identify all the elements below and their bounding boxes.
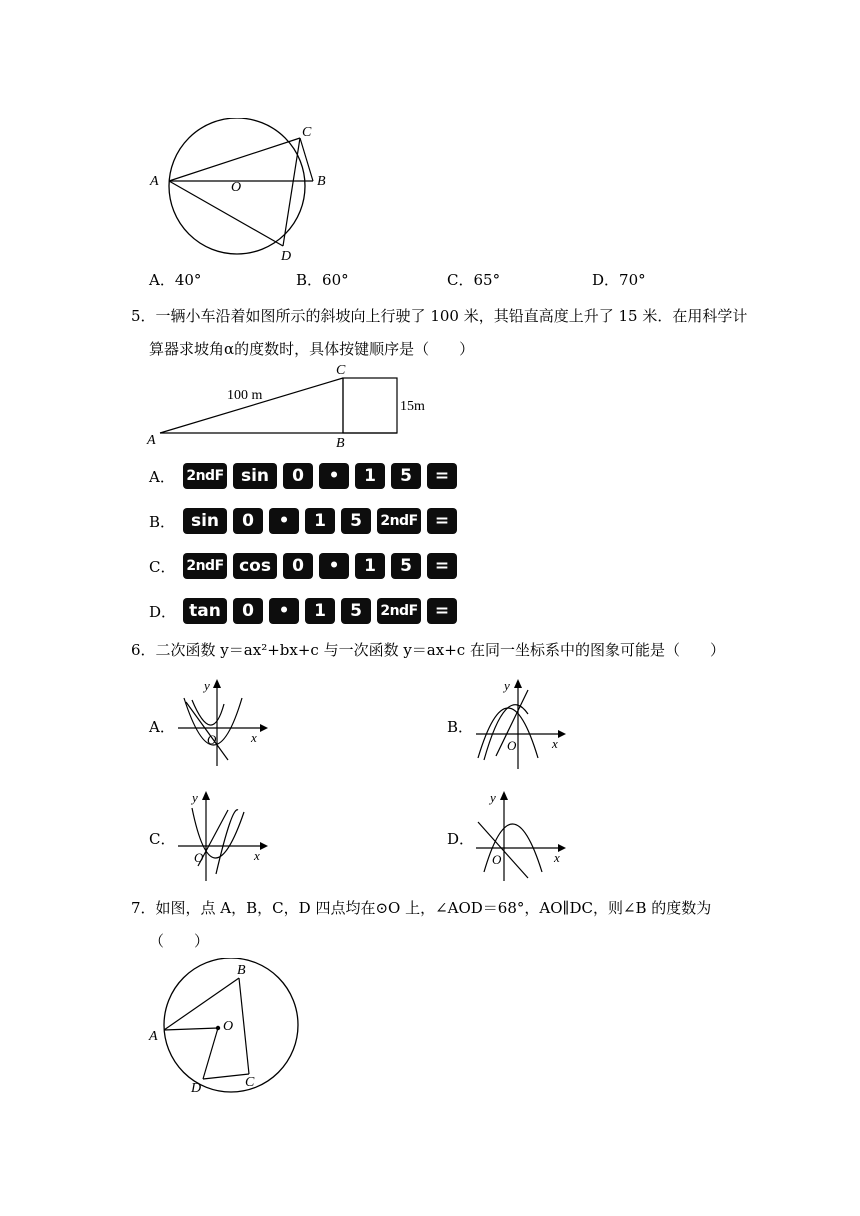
q5-stem-line2: 算器求坡角α的度数时，具体按键顺序是（ ）	[149, 340, 475, 358]
q6-option-b-label: B．	[447, 718, 474, 736]
key-1: 1	[305, 598, 335, 624]
q6-option-d-label: D．	[447, 830, 475, 848]
q4-circle-figure	[145, 118, 345, 266]
key-5: 5	[391, 553, 421, 579]
svg-text:x: x	[251, 730, 257, 745]
svg-text:O: O	[507, 738, 517, 753]
q6-graph-c	[172, 786, 272, 886]
key-sin: sin	[183, 508, 227, 534]
q5-label-hyp: 100 m	[227, 388, 263, 403]
q6-stem: 6．二次函数 y＝ax²+bx+c 与一次函数 y＝ax+c 在同一坐标系中的图象可能是（ ）	[131, 641, 725, 659]
q5-label-c: C	[336, 363, 346, 378]
q4-label-d: D	[281, 249, 292, 264]
q5-stem-line1: 5．一辆小车沿着如图所示的斜坡向上行驶了 100 米，其铅直高度上升了 15 米．在用科学计	[131, 307, 748, 325]
q7-label-d: D	[191, 1081, 202, 1096]
q7-label-b: B	[237, 963, 246, 978]
key-sin: sin	[233, 463, 277, 489]
q5-label-b: B	[336, 436, 345, 451]
key-0: 0	[283, 463, 313, 489]
key-1: 1	[355, 463, 385, 489]
svg-text:y: y	[504, 678, 510, 693]
q4-option-a: A．40°	[149, 271, 202, 289]
q4-option-d: D．70°	[592, 271, 646, 289]
q6-option-c-label: C．	[149, 830, 176, 848]
key-dot: •	[319, 553, 349, 579]
svg-text:y: y	[204, 678, 210, 693]
q7-circle-figure	[145, 958, 305, 1098]
key-5: 5	[341, 508, 371, 534]
key-equals: =	[427, 553, 457, 579]
q5-option-c: C． 2ndF cos 0 • 1 5 =	[149, 553, 463, 579]
q7-label-o: O	[223, 1019, 234, 1034]
q4-option-c: C．65°	[447, 271, 501, 289]
q7-label-a: A	[149, 1029, 158, 1044]
svg-text:O: O	[207, 732, 217, 747]
q5-option-d: D． tan 0 • 1 5 2ndF =	[149, 598, 463, 624]
key-0: 0	[233, 508, 263, 534]
q4-option-b: B．60°	[296, 271, 349, 289]
svg-text:O: O	[492, 852, 502, 867]
key-dot: •	[319, 463, 349, 489]
q6-graph-b	[470, 674, 570, 774]
q5-slope-figure	[145, 360, 435, 452]
q5-label-height: 15m	[400, 399, 425, 414]
q5-option-a: A． 2ndF sin 0 • 1 5 =	[149, 463, 463, 489]
key-equals: =	[427, 598, 457, 624]
svg-text:y: y	[192, 790, 198, 805]
q6-graph-a	[172, 674, 272, 774]
svg-text:x: x	[554, 850, 560, 865]
svg-text:x: x	[552, 736, 558, 751]
key-2ndf: 2ndF	[377, 508, 421, 534]
svg-text:y: y	[490, 790, 496, 805]
key-5: 5	[391, 463, 421, 489]
key-0: 0	[283, 553, 313, 579]
svg-text:O: O	[194, 850, 204, 865]
key-5: 5	[341, 598, 371, 624]
q7-stem-line1: 7．如图，点 A，B，C，D 四点均在⊙O 上，∠AOD＝68°，AO∥DC，则∠B 的度数为	[131, 899, 712, 917]
q4-label-c: C	[302, 125, 312, 140]
key-tan: tan	[183, 598, 227, 624]
q4-label-o: O	[231, 180, 242, 195]
key-equals: =	[427, 463, 457, 489]
key-2ndf: 2ndF	[183, 553, 227, 579]
key-dot: •	[269, 598, 299, 624]
q6-option-a-label: A．	[149, 718, 175, 736]
q5-label-a: A	[147, 433, 156, 448]
key-dot: •	[269, 508, 299, 534]
key-1: 1	[305, 508, 335, 534]
key-2ndf: 2ndF	[377, 598, 421, 624]
key-cos: cos	[233, 553, 277, 579]
key-equals: =	[427, 508, 457, 534]
svg-text:x: x	[254, 848, 260, 863]
q7-label-c: C	[245, 1075, 255, 1090]
q5-option-b: B． sin 0 • 1 5 2ndF =	[149, 508, 463, 534]
key-0: 0	[233, 598, 263, 624]
key-2ndf: 2ndF	[183, 463, 227, 489]
key-1: 1	[355, 553, 385, 579]
q4-label-b: B	[317, 174, 326, 189]
q7-stem-line2: （ ）	[149, 932, 210, 950]
q4-label-a: A	[150, 174, 159, 189]
q6-graph-d	[470, 786, 570, 886]
